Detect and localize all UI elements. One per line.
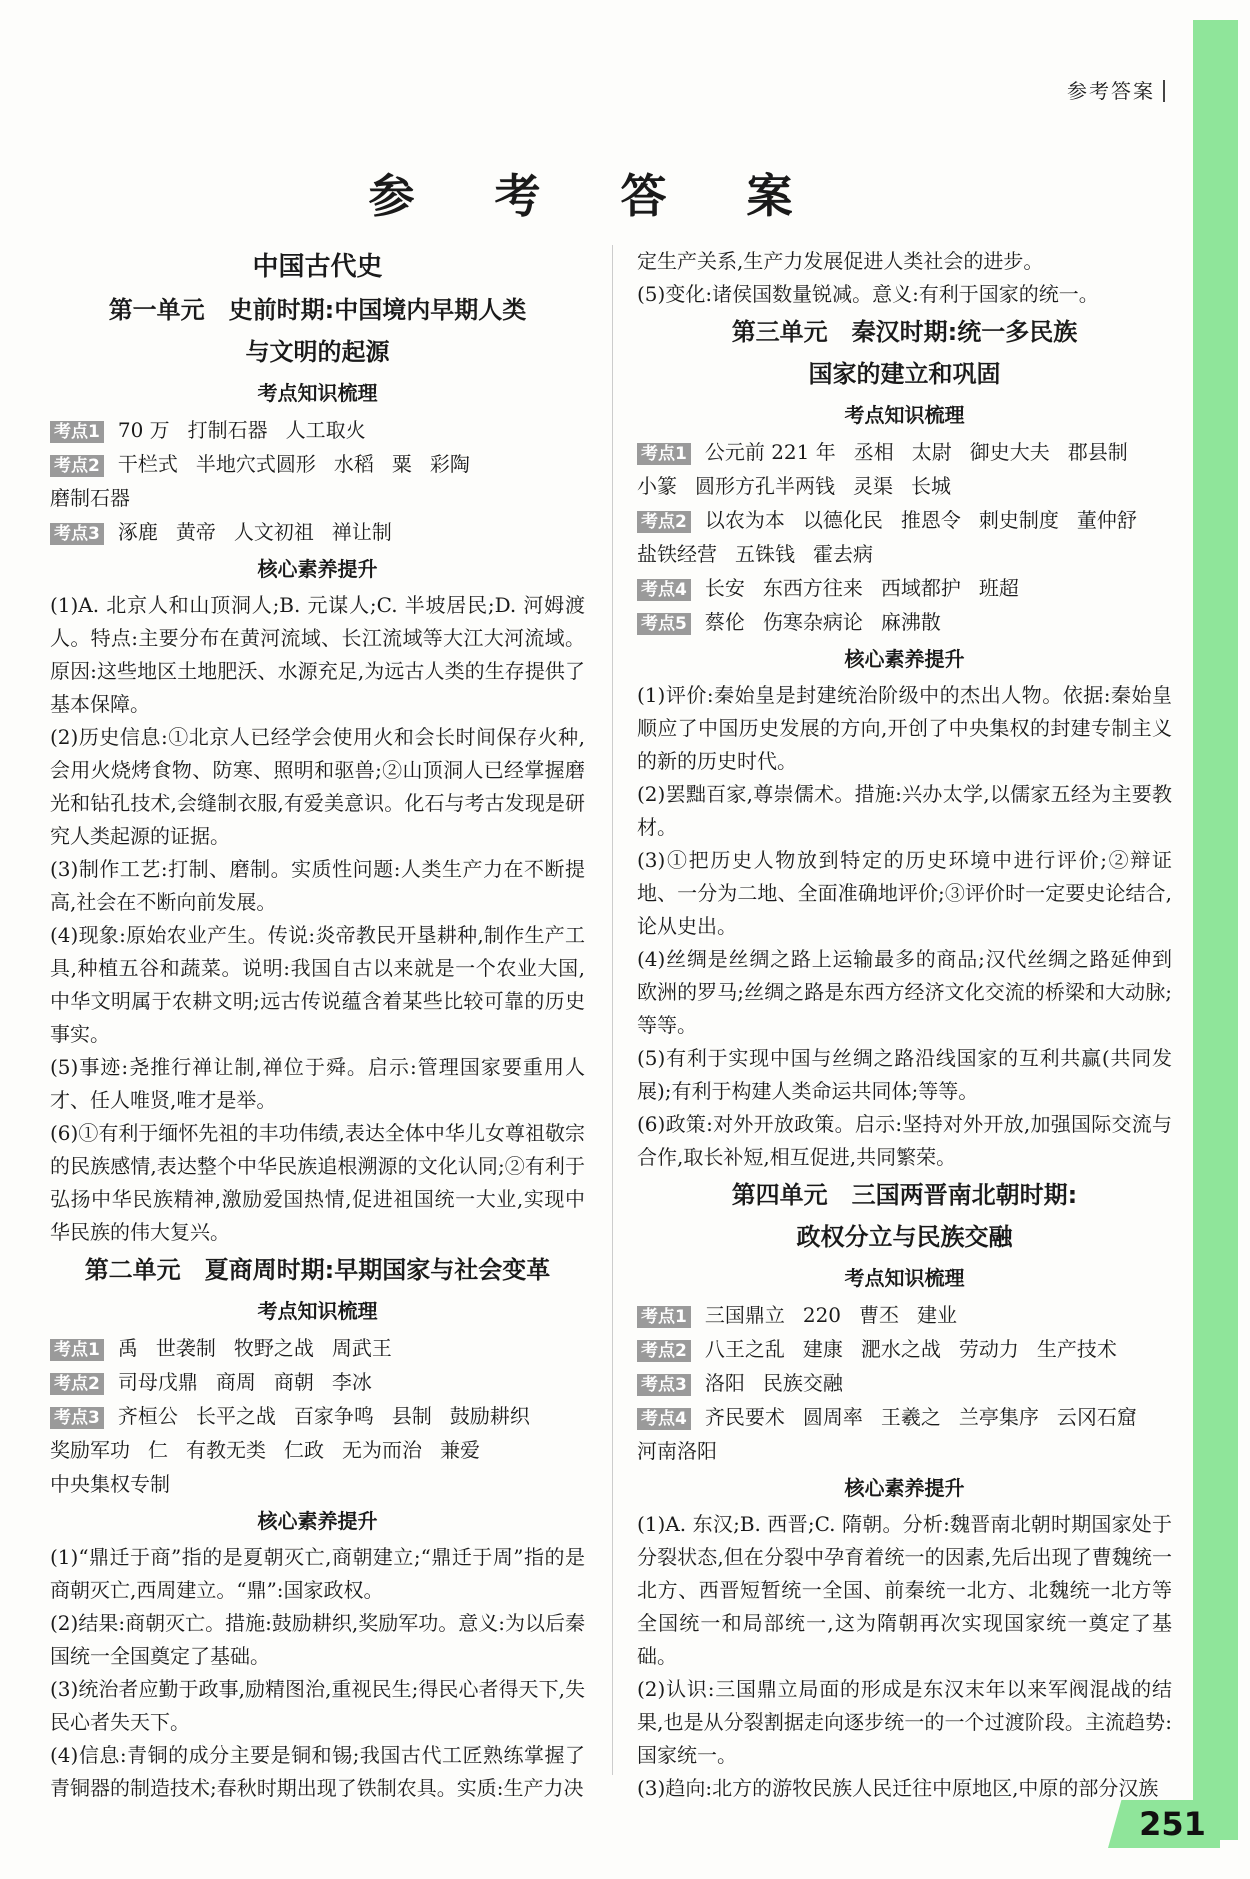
kp-item: 长平之战 [195,1404,276,1428]
answer-paragraph: (2)罢黜百家,尊崇儒术。措施:兴办太学,以儒家五经为主要教材。 [637,782,1172,839]
kp-item: 打制石器 [187,418,268,442]
kp-item: 王羲之 [880,1405,941,1429]
answer-paragraph: (5)事迹:尧推行禅让制,禅位于舜。启示:管理国家要重用人才、任人唯贤,唯才是举。 [50,1055,585,1112]
kp-row [637,605,1172,639]
running-header [1067,75,1165,104]
kp-row [637,503,1172,571]
kp-item: 兼爱 [440,1438,480,1462]
kp-item: 县制 [391,1404,432,1428]
kp-item: 公元前 221 年 [704,440,836,464]
kp-item: 东西方往来 [762,576,863,600]
kp-item: 西域都护 [880,576,961,600]
kp-row [637,571,1172,605]
kp-item: 圆周率 [802,1405,863,1429]
kp-item: 半地穴式圆形 [195,452,316,476]
kp-item: 太尉 [911,440,952,464]
kp-row [637,1332,1172,1366]
answer-paragraph: (3)①把历史人物放到特定的历史环境中进行评价;②辩证地、一分为二地、全面准确地评价;③评价时一定要史论结合,论从史出。 [637,848,1172,938]
kp-item: 齐民要术 [704,1405,785,1429]
kp-item: 小篆 [637,474,677,498]
unit2-answers [50,1541,585,1805]
kp-item: 盐铁经营 [637,542,717,566]
unit4-core-heading: 核心素养提升 [844,1476,965,1500]
answer-paragraph: (2)历史信息:①北京人已经学会使用火和会长时间保存火种,会用火烧烤食物、防寒、照明和驱兽;②山顶洞人已经掌握磨光和钻孔技术,会缝制衣服,有爱美意识。化石与考古发现是研究人类起源的证据。 [50,725,585,848]
kp-item: 齐桓公 [117,1404,178,1428]
kp-row [637,1298,1172,1332]
unit4-kp-heading: 考点知识梳理 [844,1266,965,1290]
kp-badge: 考点1 [637,1306,691,1328]
kp-item: 水稻 [333,452,374,476]
kp-row [50,1331,585,1365]
kp-item: 人文初祖 [233,520,314,544]
answer-paragraph: (2)认识:三国鼎立局面的形成是东汉末年以来军阀混战的结果,也是从分裂割据走向逐步统一的一个过渡阶段。主流趋势:国家统一。 [637,1677,1172,1767]
kp-item: 商周 [215,1370,256,1394]
kp-item: 霍去病 [813,542,873,566]
kp-item: 商朝 [273,1370,314,1394]
side-color-bar [1193,20,1238,1840]
answer-paragraph: (3)统治者应勤于政事,励精图治,重视民生;得民心者得天下,失民心者失天下。 [50,1677,585,1734]
kp-item: 刺史制度 [978,508,1059,532]
kp-item: 洛阳 [704,1371,745,1395]
kp-badge: 考点3 [50,523,104,545]
kp-item: 牧野之战 [233,1336,314,1360]
answer-paragraph: (5)有利于实现中国与丝绸之路沿线国家的互利共赢(共同发展);有利于构建人类命运共同体;等等。 [637,1046,1172,1103]
kp-item: 220 [802,1303,842,1327]
kp-item: 彩陶 [429,452,470,476]
kp-row [50,413,585,447]
kp-item: 仁 [148,1438,168,1462]
right-column [637,245,1172,1805]
kp-item: 禹 [117,1336,138,1360]
answer-paragraph: (1)“鼎迁于商”指的是夏朝灭亡,商朝建立;“鼎迁于周”指的是商朝灭亡,西周建立。“鼎”:国家政权。 [50,1545,585,1602]
unit2-core-heading: 核心素养提升 [257,1509,378,1533]
answer-paragraph: (4)丝绸是丝绸之路上运输最多的商品;汉代丝绸之路延伸到欧洲的罗马;丝绸之路是东西方经济文化交流的桥梁和大动脉;等等。 [637,947,1172,1037]
kp-item: 曹丕 [859,1303,900,1327]
header-label: 参考答案 [1067,79,1155,103]
kp-item: 民族交融 [762,1371,843,1395]
answer-paragraph: (6)①有利于缅怀先祖的丰功伟绩,表达全体中华儿女尊祖敬宗的民族感情,表达整个中华民族追根溯源的文化认同;②有利于弘扬中华民族精神,激励爱国热情,促进祖国统一大业,实现中华民族的伟大复兴。 [50,1121,585,1244]
kp-badge: 考点1 [637,443,691,465]
answer-paragraph: (5)变化:诸侯国数量锐减。意义:有利于国家的统一。 [637,282,1099,306]
column-divider [612,245,613,1775]
kp-badge: 考点2 [50,455,104,477]
answer-paragraph: (3)趋向:北方的游牧民族人民迁往中原地区,中原的部分汉族 [637,1776,1159,1800]
unit4-answers [637,1508,1172,1805]
kp-item: 长安 [704,576,745,600]
kp-item: 麻沸散 [880,610,941,634]
kp-item: 长城 [911,474,951,498]
kp-item: 建业 [917,1303,958,1327]
kp-item: 中央集权专制 [50,1472,170,1496]
kp-item: 以农为本 [704,508,785,532]
section-heading: 中国古代史 [252,252,383,282]
kp-item: 以德化民 [802,508,883,532]
unit2-kp-list [50,1331,585,1501]
kp-item: 淝水之战 [860,1337,941,1361]
left-column [50,245,585,1805]
kp-badge: 考点1 [50,421,104,443]
kp-item: 禅让制 [331,520,392,544]
kp-item: 鼓励耕织 [449,1404,530,1428]
kp-row [50,447,585,515]
unit3-kp-list [637,435,1172,639]
answer-paragraph: (2)结果:商朝灭亡。措施:鼓励耕织,奖励军功。意义:为以后秦国统一全国奠定了基础。 [50,1611,585,1668]
unit1-kp-heading: 考点知识梳理 [257,381,378,405]
kp-item: 推恩令 [900,508,961,532]
answer-paragraph: (4)信息:青铜的成分主要是铜和锡;我国古代工匠熟练掌握了青铜器的制造技术;春秋时期出现了铁制农具。实质:生产力决 [50,1743,585,1800]
kp-item: 河南洛阳 [637,1439,717,1463]
answer-paragraph: (1)评价:秦始皇是封建统治阶级中的杰出人物。依据:秦始皇顺应了中国历史发展的方向,开创了中央集权的封建专制主义的新的历史时代。 [637,683,1172,773]
kp-item: 生产技术 [1036,1337,1117,1361]
kp-row [50,515,585,549]
kp-item: 五铢钱 [735,542,795,566]
kp-item: 有教无类 [186,1438,266,1462]
answer-paragraph: (1)A. 北京人和山顶洞人;B. 元谋人;C. 半坡居民;D. 河姆渡人。特点:主要分布在黄河流域、长江流域等大江大河流域。原因:这些地区土地肥沃、水源充足,为远古人类的生存提供了基本保障。 [50,593,585,716]
kp-item: 御史大夫 [969,440,1050,464]
unit4-kp-list [637,1298,1172,1468]
kp-item: 黄帝 [175,520,216,544]
page-number: 251 [1139,1805,1206,1843]
kp-item: 仁政 [284,1438,324,1462]
kp-item: 丞相 [853,440,894,464]
kp-item: 灵渠 [853,474,893,498]
kp-row [637,1400,1172,1468]
kp-item: 三国鼎立 [704,1303,785,1327]
kp-badge: 考点2 [637,511,691,533]
unit3-title-line1: 第三单元 秦汉时期:统一多民族 [731,318,1078,346]
kp-item: 云冈石窟 [1056,1405,1137,1429]
unit4-title-line2: 政权分立与民族交融 [796,1223,1013,1251]
kp-item: 圆形方孔半两钱 [695,474,835,498]
unit3-kp-heading: 考点知识梳理 [844,403,965,427]
unit1-answers [50,589,585,1249]
kp-badge: 考点5 [637,613,691,635]
kp-item: 董仲舒 [1076,508,1137,532]
kp-row [637,435,1172,503]
kp-badge: 考点4 [637,1408,691,1430]
kp-item: 干栏式 [117,452,178,476]
kp-item: 建康 [802,1337,843,1361]
page-title: 参 考 答 案 [368,169,825,223]
kp-badge: 考点1 [50,1339,104,1361]
answer-paragraph: 定生产关系,生产力发展促进人类社会的进步。 [637,249,1044,273]
kp-row [50,1399,585,1501]
kp-item: 无为而治 [342,1438,422,1462]
unit4-title-line1: 第四单元 三国两晋南北朝时期: [731,1181,1078,1209]
kp-badge: 考点3 [637,1374,691,1396]
kp-item: 世袭制 [155,1336,216,1360]
kp-item: 涿鹿 [117,520,158,544]
unit3-answers [637,679,1172,1174]
kp-item: 百家争鸣 [293,1404,374,1428]
header-separator [1163,80,1165,102]
kp-item: 奖励军功 [50,1438,130,1462]
kp-badge: 考点2 [637,1340,691,1362]
kp-row [50,1365,585,1399]
kp-badge: 考点2 [50,1373,104,1395]
unit1-core-heading: 核心素养提升 [257,557,378,581]
kp-item: 人工取火 [285,418,366,442]
kp-item: 班超 [978,576,1019,600]
kp-item: 周武王 [331,1336,392,1360]
kp-item: 劳动力 [958,1337,1019,1361]
answer-paragraph: (1)A. 东汉;B. 西晋;C. 隋朝。分析:魏晋南北朝时期国家处于分裂状态,但在分裂中孕育着统一的因素,先后出现了曹魏统一北方、西晋短暂统一全国、前秦统一北方、北魏统一北方等全国统一和局部统一,这为隋朝再次实现国家统一奠定了基础。 [637,1512,1172,1668]
kp-item: 兰亭集序 [958,1405,1039,1429]
kp-item: 磨制石器 [50,486,130,510]
unit3-title-line2: 国家的建立和巩固 [808,360,1001,388]
kp-item: 八王之乱 [704,1337,785,1361]
kp-item: 粟 [391,452,412,476]
answer-paragraph: (6)政策:对外开放政策。启示:坚持对外开放,加强国际交流与合作,取长补短,相互促进,共同繁荣。 [637,1112,1172,1169]
continued-answers [637,245,1172,311]
answer-paragraph: (4)现象:原始农业产生。传说:炎帝教民开垦耕种,制作生产工具,种植五谷和蔬菜。说明:我国自古以来就是一个农业大国,中华文明属于农耕文明;远古传说蕴含着某些比较可靠的历史事实。 [50,923,585,1046]
kp-item: 郡县制 [1067,440,1128,464]
kp-row [637,1366,1172,1400]
kp-item: 司母戊鼎 [117,1370,198,1394]
unit1-title-line1: 第一单元 史前时期:中国境内早期人类 [108,296,527,324]
answer-paragraph: (3)制作工艺:打制、磨制。实质性问题:人类生产力在不断提高,社会在不断向前发展。 [50,857,585,914]
kp-badge: 考点3 [50,1407,104,1429]
unit2-kp-heading: 考点知识梳理 [257,1299,378,1323]
kp-item: 70 万 [117,418,170,442]
unit1-kp-list [50,413,585,549]
unit1-title-line2: 与文明的起源 [245,338,390,366]
kp-item: 蔡伦 [704,610,745,634]
unit2-title: 第二单元 夏商周时期:早期国家与社会变革 [84,1256,551,1284]
unit3-core-heading: 核心素养提升 [844,647,965,671]
kp-item: 李冰 [331,1370,372,1394]
kp-item: 伤寒杂病论 [762,610,863,634]
kp-badge: 考点4 [637,579,691,601]
